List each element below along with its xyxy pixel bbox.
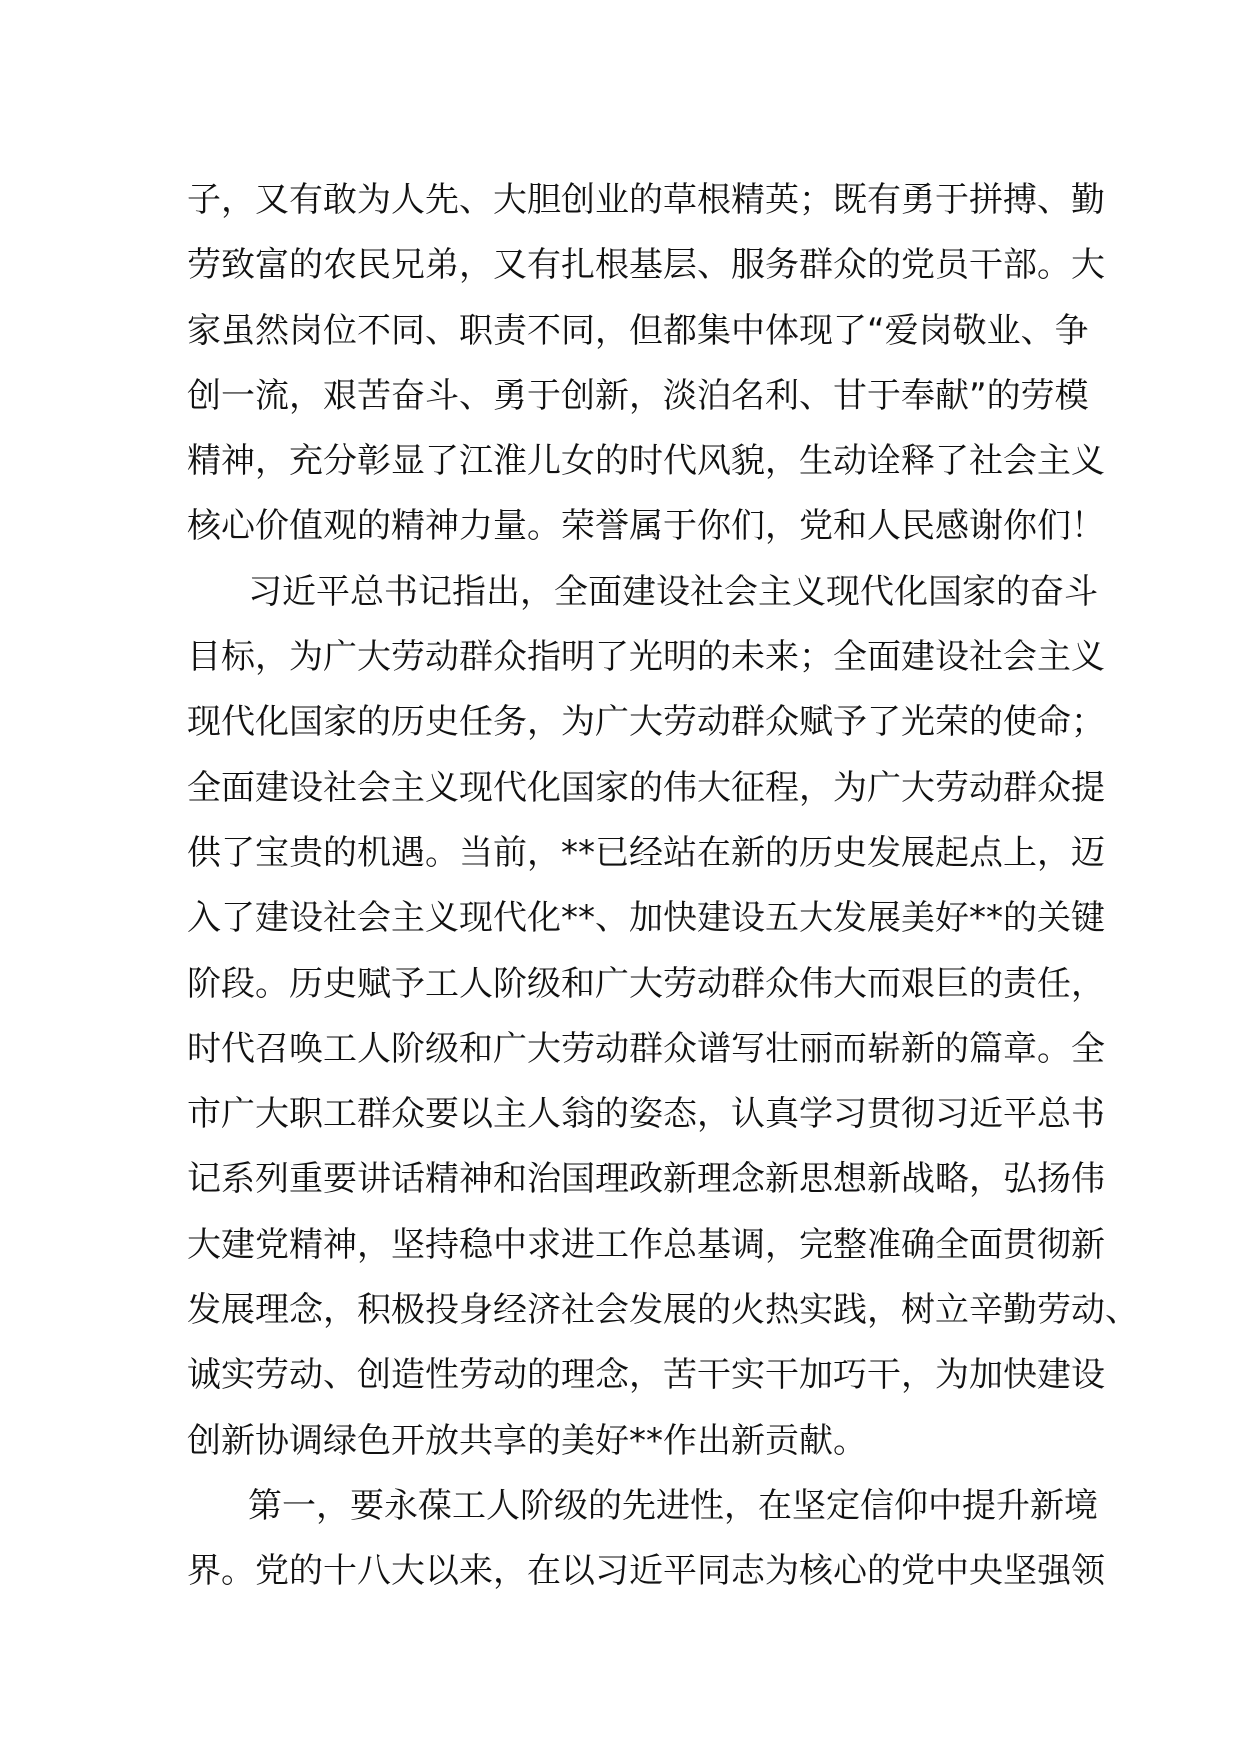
text-line: 界。党的十八大以来，在以习近平同志为核心的党中央坚强领: [187, 1551, 1105, 1592]
paragraph-start-line: 习近平总书记指出，全面建设社会主义现代化国家的奋斗: [248, 571, 1098, 612]
text-line: 发展理念，积极投身经济社会发展的火热实践，树立辛勤劳动、: [187, 1290, 1139, 1331]
text-line: 时代召唤工人阶级和广大劳动群众谱写壮丽而崭新的篇章。全: [187, 1028, 1105, 1069]
text-line: 目标，为广大劳动群众指明了光明的未来；全面建设社会主义: [187, 637, 1105, 678]
text-line: 创新协调绿色开放共享的美好**作出新贡献。: [187, 1420, 867, 1461]
text-line: 劳致富的农民兄弟，又有扎根基层、服务群众的党员干部。大: [187, 245, 1105, 286]
document-body: [187, 168, 1139, 1605]
text-line: 全面建设社会主义现代化国家的伟大征程，为广大劳动群众提: [187, 767, 1105, 808]
text-line: 供了宝贵的机遇。当前，**已经站在新的历史发展起点上，迈: [187, 832, 1105, 873]
text-line: 创一流，艰苦奋斗、勇于创新，淡泊名利、甘于奉献”的劳模: [187, 375, 1089, 416]
text-line: 精神，充分彰显了江淮儿女的时代风貌，生动诠释了社会主义: [187, 441, 1105, 482]
text-line: 现代化国家的历史任务，为广大劳动群众赋予了光荣的使命；: [187, 702, 1105, 743]
text-line: 市广大职工群众要以主人翁的姿态，认真学习贯彻习近平总书: [187, 1094, 1105, 1135]
text-line: 子，又有敢为人先、大胆创业的草根精英；既有勇于拼搏、勤: [187, 180, 1105, 220]
text-line: 诚实劳动、创造性劳动的理念，苦干实干加巧干，为加快建设: [187, 1355, 1105, 1396]
text-line: 大建党精神，坚持稳中求进工作总基调，完整准确全面贯彻新: [187, 1224, 1105, 1265]
text-line: 核心价值观的精神力量。荣誉属于你们，党和人民感谢你们！: [187, 506, 1105, 547]
paragraph-start-line: 第一，要永葆工人阶级的先进性，在坚定信仰中提升新境: [248, 1485, 1098, 1526]
text-line: 阶段。历史赋予工人阶级和广大劳动群众伟大而艰巨的责任，: [187, 963, 1105, 1004]
text-line: 入了建设社会主义现代化**、加快建设五大发展美好**的关键: [187, 898, 1105, 939]
text-line: 家虽然岗位不同、职责不同，但都集中体现了“爱岗敬业、争: [187, 310, 1089, 351]
text-line: 记系列重要讲话精神和治国理政新理念新思想新战略，弘扬伟: [187, 1159, 1105, 1200]
